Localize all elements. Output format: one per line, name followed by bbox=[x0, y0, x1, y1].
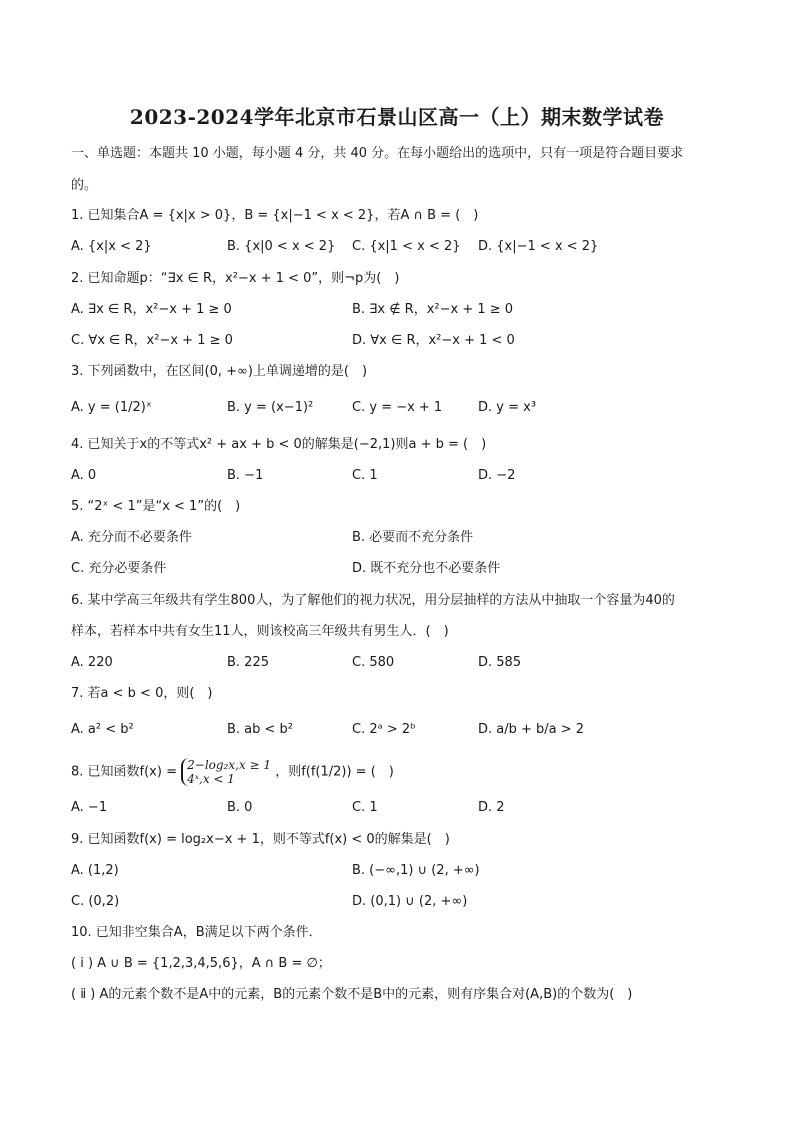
question-8-stem-prefix: 8. 已知函数f(x) = bbox=[71, 764, 177, 780]
question-10-stem: 10. 已知非空集合A，B满足以下两个条件． bbox=[71, 925, 322, 940]
question-8-option-b: B. 0 bbox=[227, 800, 253, 815]
question-9-option-c: C. (0,2) bbox=[71, 894, 120, 909]
question-8-stem bbox=[71, 758, 394, 786]
question-1-option-d: D. {x|−1 < x < 2} bbox=[478, 239, 599, 254]
question-8-option-d: D. 2 bbox=[478, 800, 505, 815]
question-7-option-b: B. ab < b² bbox=[227, 722, 294, 737]
question-1-stem: 1. 已知集合A = {x|x > 0}，B = {x|−1 < x < 2}，若A ∩ B = ( ) bbox=[71, 208, 479, 223]
piecewise-top: 2−log₂x,x ≥ 1 bbox=[187, 758, 272, 772]
question-10-condition-2: ( ⅱ ) A的元素个数不是A中的元素，B的元素个数不是B中的元素，则有序集合对(A,B)的个数为( ) bbox=[71, 987, 633, 1002]
question-4-option-d: D. −2 bbox=[478, 468, 516, 483]
question-9-option-d: D. (0,1) ∪ (2, +∞) bbox=[352, 894, 468, 909]
question-1-option-a: A. {x|x < 2} bbox=[71, 239, 152, 254]
question-7-stem: 7. 若a < b < 0，则( ) bbox=[71, 686, 213, 701]
question-5-stem: 5. “2ˣ < 1”是“x < 1”的( ) bbox=[71, 499, 241, 514]
question-5-option-b: B. 必要而不充分条件 bbox=[352, 530, 474, 545]
question-8-option-a: A. −1 bbox=[71, 800, 108, 815]
question-5-option-d: D. 既不充分也不必要条件 bbox=[352, 561, 501, 576]
question-8-stem-suffix: ，则f(f(1/2)) = ( ) bbox=[275, 764, 394, 780]
question-7-option-c: C. 2ᵃ > 2ᵇ bbox=[352, 722, 416, 737]
question-5-option-c: C. 充分必要条件 bbox=[71, 561, 167, 576]
question-6-stem-cont: 样本，若样本中共有女生11人，则该校高三年级共有男生人．( ) bbox=[71, 624, 449, 639]
question-8-option-c: C. 1 bbox=[352, 800, 378, 815]
question-6-option-a: A. 220 bbox=[71, 655, 113, 670]
section-instruction: 一、单选题：本题共 10 小题，每小题 4 分，共 40 分。在每小题给出的选项中，只有一项是符合题目要求 bbox=[71, 146, 684, 161]
question-1-option-b: B. {x|0 < x < 2} bbox=[227, 239, 336, 254]
piecewise-bottom: 4ˣ,x < 1 bbox=[187, 772, 235, 786]
question-2-option-a: A. ∃x ∈ R，x²−x + 1 ≥ 0 bbox=[71, 302, 232, 317]
question-7-option-d: D. a/b + b/a > 2 bbox=[478, 722, 585, 737]
question-4-option-c: C. 1 bbox=[352, 468, 378, 483]
question-2-option-d: D. ∀x ∈ R，x²−x + 1 < 0 bbox=[352, 333, 515, 348]
question-1-option-c: C. {x|1 < x < 2} bbox=[352, 239, 461, 254]
question-3-option-d: D. y = x³ bbox=[478, 400, 537, 415]
question-3-option-b: B. y = (x−1)² bbox=[227, 400, 314, 415]
piecewise-brace bbox=[181, 758, 271, 786]
section-instruction-cont: 的。 bbox=[71, 178, 98, 193]
question-7-option-a: A. a² < b² bbox=[71, 722, 134, 737]
question-3-stem: 3. 下列函数中，在区间(0, +∞)上单调递增的是( ) bbox=[71, 364, 368, 379]
question-2-option-b: B. ∃x ∉ R，x²−x + 1 ≥ 0 bbox=[352, 302, 514, 317]
question-6-option-b: B. 225 bbox=[227, 655, 269, 670]
question-10-condition-1: ( ⅰ ) A ∪ B = {1,2,3,4,5,6}，A ∩ B = ∅； bbox=[71, 956, 331, 971]
question-4-option-b: B. −1 bbox=[227, 468, 264, 483]
question-3-option-c: C. y = −x + 1 bbox=[352, 400, 443, 415]
question-2-stem: 2. 已知命题p：“∃x ∈ R，x²−x + 1 < 0”，则¬p为( ) bbox=[71, 271, 400, 286]
question-2-option-c: C. ∀x ∈ R，x²−x + 1 ≥ 0 bbox=[71, 333, 233, 348]
question-6-option-c: C. 580 bbox=[352, 655, 395, 670]
question-9-option-a: A. (1,2) bbox=[71, 863, 119, 878]
question-9-stem: 9. 已知函数f(x) = log₂x−x + 1，则不等式f(x) < 0的解集是( ) bbox=[71, 832, 450, 847]
question-6-stem: 6. 某中学高三年级共有学生800人，为了解他们的视力状况，用分层抽样的方法从中抽取一个容量为40的 bbox=[71, 593, 675, 608]
question-4-option-a: A. 0 bbox=[71, 468, 97, 483]
exam-title: 2023-2024学年北京市石景山区高一（上）期末数学试卷 bbox=[129, 105, 665, 129]
question-4-stem: 4. 已知关于x的不等式x² + ax + b < 0的解集是(−2,1)则a + b = ( ) bbox=[71, 437, 487, 452]
question-9-option-b: B. (−∞,1) ∪ (2, +∞) bbox=[352, 863, 480, 878]
question-6-option-d: D. 585 bbox=[478, 655, 522, 670]
question-3-option-a: A. y = (1/2)ˣ bbox=[71, 400, 152, 415]
question-5-option-a: A. 充分而不必要条件 bbox=[71, 530, 192, 545]
